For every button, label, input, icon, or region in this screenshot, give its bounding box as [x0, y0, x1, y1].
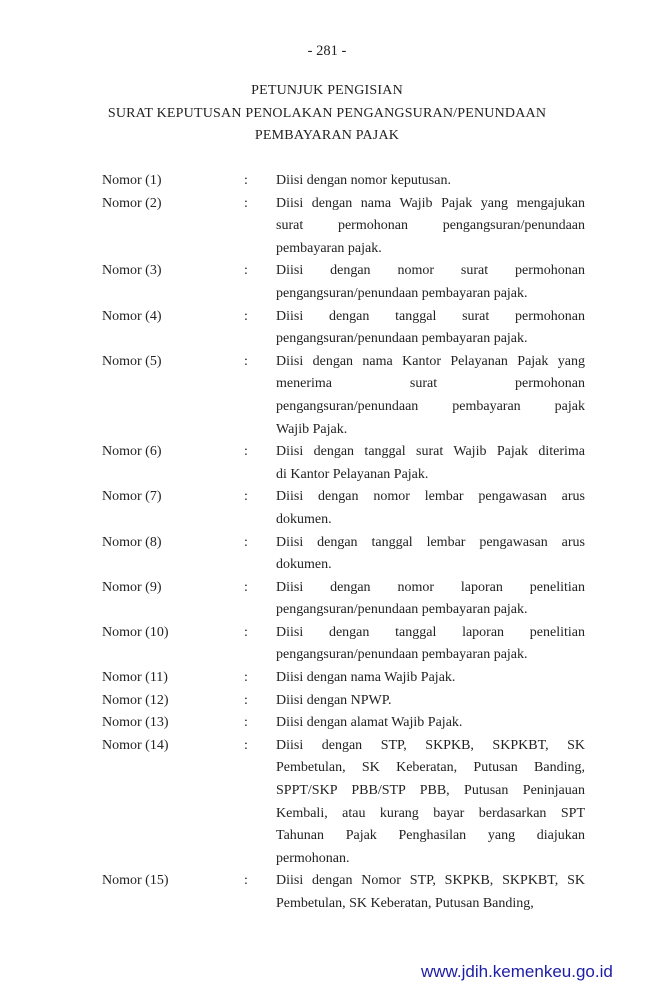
- instruction-list: [0, 170, 654, 916]
- list-item: [0, 351, 654, 441]
- entry-label: Nomor (2): [102, 195, 162, 211]
- entry-label: Nomor (5): [102, 353, 162, 369]
- entry-description: [276, 735, 585, 871]
- separator-colon: :: [244, 263, 248, 279]
- page-number: - 281 -: [307, 43, 347, 59]
- list-item: [0, 870, 654, 915]
- description-line: Diisi dengan nomor surat permohonan: [276, 263, 585, 279]
- description-line: Diisi dengan nomor keputusan.: [276, 173, 451, 188]
- description-line: Wajib Pajak.: [276, 421, 348, 437]
- description-line: surat permohonan pengangsuran/penundaan: [276, 218, 585, 234]
- entry-description: [276, 712, 585, 735]
- description-line: permohonan.: [276, 850, 350, 866]
- description-line: menerima surat permohonan: [276, 376, 585, 392]
- description-line: Diisi dengan tanggal laporan penelitian: [276, 624, 585, 640]
- entry-label: Nomor (3): [102, 263, 162, 279]
- list-item: [0, 170, 654, 193]
- title-line-3: PEMBAYARAN PAJAK: [254, 128, 400, 143]
- title-line-2: SURAT KEPUTUSAN PENOLAKAN PENGANGSURAN/PENUNDAAN: [107, 106, 547, 121]
- entry-label: Nomor (6): [102, 444, 162, 460]
- description-line: Diisi dengan tanggal lembar pengawasan arus: [276, 534, 585, 550]
- entry-description: [276, 667, 585, 690]
- description-line: Pembetulan, SK Keberatan, Putusan Banding,: [276, 760, 585, 776]
- entry-description: [276, 870, 585, 915]
- separator-colon: :: [244, 692, 248, 708]
- description-line: pengangsuran/penundaan pembayaran pajak.: [276, 331, 528, 347]
- description-line: pengangsuran/penundaan pembayaran pajak.: [276, 647, 528, 663]
- separator-colon: :: [244, 489, 248, 505]
- list-item: [0, 260, 654, 305]
- footer-website-link[interactable]: www.jdih.kemenkeu.go.id: [421, 962, 613, 981]
- description-line: dokumen.: [276, 557, 332, 573]
- list-item: [0, 532, 654, 577]
- entry-label: Nomor (9): [102, 579, 162, 595]
- separator-colon: :: [244, 670, 248, 686]
- separator-colon: :: [244, 353, 248, 369]
- list-item: [0, 441, 654, 486]
- list-item: [0, 690, 654, 713]
- description-line: Diisi dengan nomor lembar pengawasan arus: [276, 489, 585, 505]
- entry-label: Nomor (15): [102, 873, 169, 889]
- separator-colon: :: [244, 173, 248, 188]
- list-item: [0, 735, 654, 871]
- entry-description: [276, 193, 585, 261]
- separator-colon: :: [244, 534, 248, 550]
- separator-colon: :: [244, 873, 248, 889]
- separator-colon: :: [244, 195, 248, 211]
- list-item: [0, 306, 654, 351]
- description-line: pembayaran pajak.: [276, 240, 382, 256]
- description-line: Diisi dengan STP, SKPKB, SKPKBT, SK: [276, 737, 585, 753]
- description-line: Diisi dengan tanggal surat permohonan: [276, 308, 585, 324]
- title-line-1: PETUNJUK PENGISIAN: [251, 83, 403, 98]
- entry-label: Nomor (11): [102, 670, 168, 686]
- separator-colon: :: [244, 308, 248, 324]
- description-line: Diisi dengan nomor laporan penelitian: [276, 579, 585, 595]
- entry-description: [276, 306, 585, 351]
- entry-description: [276, 532, 585, 577]
- list-item: [0, 622, 654, 667]
- entry-label: Nomor (13): [102, 715, 169, 731]
- description-line: Diisi dengan NPWP.: [276, 692, 392, 708]
- description-line: Diisi dengan nama Wajib Pajak yang mengajukan: [276, 195, 585, 211]
- separator-colon: :: [244, 444, 248, 460]
- description-line: pengangsuran/penundaan pembayaran pajak.: [276, 285, 528, 301]
- description-line: SPPT/SKP PBB/STP PBB, Putusan Peninjauan: [276, 783, 585, 799]
- entry-description: [276, 441, 585, 486]
- description-line: Pembetulan, SK Keberatan, Putusan Banding,: [276, 896, 534, 911]
- entry-description: [276, 170, 585, 193]
- entry-label: Nomor (4): [102, 308, 162, 324]
- description-line: Diisi dengan nama Wajib Pajak.: [276, 670, 456, 686]
- list-item: [0, 486, 654, 531]
- separator-colon: :: [244, 624, 248, 640]
- description-line: pengangsuran/penundaan pembayaran pajak: [276, 398, 585, 414]
- entry-description: [276, 690, 585, 713]
- entry-description: [276, 577, 585, 622]
- entry-description: [276, 260, 585, 305]
- entry-label: Nomor (14): [102, 737, 169, 753]
- entry-label: Nomor (7): [102, 489, 162, 505]
- entry-description: [276, 622, 585, 667]
- list-item: [0, 712, 654, 735]
- description-line: Tahunan Pajak Penghasilan yang diajukan: [276, 828, 585, 844]
- description-line: pengangsuran/penundaan pembayaran pajak.: [276, 602, 528, 618]
- list-item: [0, 193, 654, 261]
- list-item: [0, 577, 654, 622]
- description-line: di Kantor Pelayanan Pajak.: [276, 466, 429, 482]
- separator-colon: :: [244, 737, 248, 753]
- separator-colon: :: [244, 579, 248, 595]
- description-line: Diisi dengan nama Kantor Pelayanan Pajak yang: [276, 353, 585, 369]
- separator-colon: :: [244, 715, 248, 731]
- entry-label: Nomor (10): [102, 624, 169, 640]
- description-line: Diisi dengan tanggal surat Wajib Pajak diterima: [276, 444, 585, 460]
- description-line: dokumen.: [276, 511, 332, 527]
- description-line: Diisi dengan Nomor STP, SKPKB, SKPKBT, SK: [276, 873, 585, 889]
- entry-label: Nomor (12): [102, 692, 169, 708]
- entry-description: [276, 486, 585, 531]
- entry-label: Nomor (8): [102, 534, 162, 550]
- description-line: Kembali, atau kurang bayar berdasarkan SPT: [276, 805, 585, 821]
- list-item: [0, 667, 654, 690]
- entry-description: [276, 351, 585, 441]
- description-line: Diisi dengan alamat Wajib Pajak.: [276, 715, 463, 731]
- entry-label: Nomor (1): [102, 173, 162, 188]
